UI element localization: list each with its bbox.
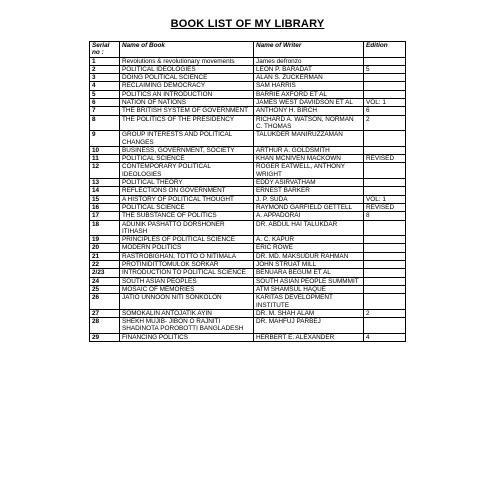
serial-cell: 6 [90, 99, 120, 107]
book-name-cell: POLITICAL SCIENCE [120, 155, 254, 163]
book-name-cell: FINANCING POLITICS [120, 333, 254, 341]
writer-cell: DR. MAHFUJ PARBEJ [254, 318, 364, 334]
serial-cell: 7 [90, 107, 120, 115]
serial-cell: 14 [90, 187, 120, 195]
header-book-name: Name of Book [120, 42, 254, 58]
writer-cell: BARRIE AXFORD ET AL [254, 90, 364, 98]
writer-cell: EDDY ASIRVATHAM [254, 179, 364, 187]
edition-cell: REVISED [364, 203, 406, 211]
edition-cell [364, 277, 406, 285]
writer-cell: DR. ABDUL HAI TALUKDAR [254, 220, 364, 236]
edition-cell [364, 146, 406, 154]
table-row [90, 65, 406, 73]
book-table [89, 41, 406, 342]
table-row [90, 179, 406, 187]
table-row [90, 294, 406, 310]
edition-cell [364, 90, 406, 98]
serial-cell: 28 [90, 318, 120, 334]
table-row [90, 220, 406, 236]
book-name-cell: THE SUBSTANCE OF POLITICS [120, 212, 254, 220]
edition-cell [364, 285, 406, 293]
serial-cell: 1 [90, 57, 120, 65]
book-name-cell: RASTROBIGHAN, TOTTO O NITIMALA [120, 252, 254, 260]
book-name-cell: POLITICAL IDEOLOGIES [120, 65, 254, 73]
book-name-cell: NATION OF NATIONS [120, 99, 254, 107]
writer-cell: BENUARA BEGUM ET AL [254, 269, 364, 277]
serial-cell: 5 [90, 90, 120, 98]
table-row [90, 269, 406, 277]
book-name-cell: THE BRITISH SYSTEM OF GOVERNMENT [120, 107, 254, 115]
serial-cell: 25 [90, 285, 120, 293]
edition-cell [364, 131, 406, 147]
edition-cell [364, 74, 406, 82]
table-row [90, 212, 406, 220]
writer-cell: SAM HARRIS [254, 82, 364, 90]
edition-cell: 4 [364, 333, 406, 341]
edition-cell: 2 [364, 115, 406, 131]
table-row [90, 252, 406, 260]
header-serial: Serial no : [90, 42, 120, 58]
book-name-cell: ADUNIK PASHATTO DORSHONER ITIHASH [120, 220, 254, 236]
writer-cell: HERBERT E. ALEXANDER [254, 333, 364, 341]
table-row [90, 195, 406, 203]
writer-cell: James defronzo [254, 57, 364, 65]
serial-cell: 2 [90, 65, 120, 73]
book-name-cell: PRINCIPLES OF POLITICAL SCIENCE [120, 236, 254, 244]
serial-cell: 19 [90, 236, 120, 244]
book-name-cell: MOSAIC OF MEMORIES [120, 285, 254, 293]
writer-cell: KHAN MCNIVEN MACKOWN [254, 155, 364, 163]
edition-cell: 6 [364, 107, 406, 115]
edition-cell [364, 179, 406, 187]
book-name-cell: DOING POLITICAL SCIENCE [120, 74, 254, 82]
table-row [90, 163, 406, 179]
table-row [90, 333, 406, 341]
book-name-cell: Revolutions & revolutionary movements [120, 57, 254, 65]
serial-cell: 8 [90, 115, 120, 131]
writer-cell: RAYMOND GARFIELD GETTELL [254, 203, 364, 211]
book-name-cell: POLITICS AN INTRODUCTION [120, 90, 254, 98]
book-name-cell: REFLECTIONS ON GOVERNMENT [120, 187, 254, 195]
writer-cell: JOHN STRUAT MILL [254, 261, 364, 269]
table-row [90, 203, 406, 211]
edition-cell: REVISED [364, 155, 406, 163]
serial-cell: 22 [90, 261, 120, 269]
writer-cell: RICHARD A. WATSON, NORMAN C. THOMAS [254, 115, 364, 131]
writer-cell: LEON P. BARADAT [254, 65, 364, 73]
table-row [90, 131, 406, 147]
book-name-cell: GROUP INTERESTS AND POLITICAL CHANGES [120, 131, 254, 147]
edition-cell: 8 [364, 212, 406, 220]
serial-cell: 3 [90, 74, 120, 82]
edition-cell: VOL: 1 [364, 195, 406, 203]
table-row [90, 74, 406, 82]
serial-cell: 2/23 [90, 269, 120, 277]
table-row [90, 277, 406, 285]
edition-cell [364, 318, 406, 334]
table-row [90, 146, 406, 154]
edition-cell [364, 82, 406, 90]
book-name-cell: A HISTORY OF POLITICAL THOUGHT [120, 195, 254, 203]
serial-cell: 26 [90, 294, 120, 310]
book-name-cell: JATIO UNNOON NITI SONKOLON [120, 294, 254, 310]
edition-cell: 2 [364, 309, 406, 317]
table-row [90, 318, 406, 334]
serial-cell: 4 [90, 82, 120, 90]
edition-cell [364, 261, 406, 269]
table-row [90, 244, 406, 252]
writer-cell: JAMES WEST DAVIIDSON ET AL [254, 99, 364, 107]
writer-cell: ERNEST BARKER [254, 187, 364, 195]
book-name-cell: POLITICAL SCIENCE [120, 203, 254, 211]
book-name-cell: PROTINIDITTOMULOK SORKAR [120, 261, 254, 269]
header-edition: Edition [364, 42, 406, 58]
table-body [90, 57, 406, 341]
serial-cell: 27 [90, 309, 120, 317]
writer-cell: ANTHONY H. BIRCH [254, 107, 364, 115]
table-row [90, 115, 406, 131]
edition-cell [364, 57, 406, 65]
edition-cell [364, 252, 406, 260]
serial-cell: 12 [90, 163, 120, 179]
book-name-cell: CONTEMPORARY POLITICAL IDEOLOGIES [120, 163, 254, 179]
table-row [90, 309, 406, 317]
edition-cell [364, 244, 406, 252]
book-name-cell: BUSINESS, GOVERNMENT, SOCIETY [120, 146, 254, 154]
writer-cell: ALAN S. ZUCKERMAN [254, 74, 364, 82]
table-row [90, 99, 406, 107]
table-row [90, 187, 406, 195]
serial-cell: 24 [90, 277, 120, 285]
serial-cell: 20 [90, 244, 120, 252]
table-row [90, 236, 406, 244]
writer-cell: ARTHUR A. GOLDSMITH [254, 146, 364, 154]
serial-cell: 9 [90, 131, 120, 147]
edition-cell [364, 220, 406, 236]
serial-cell: 29 [90, 333, 120, 341]
writer-cell: ATM SHAMSUL HAQUE [254, 285, 364, 293]
edition-cell [364, 187, 406, 195]
writer-cell: TALUKDER MANIRUZZAMAN [254, 131, 364, 147]
writer-cell: J. P. SUDA [254, 195, 364, 203]
writer-cell: A. C. KAPUR [254, 236, 364, 244]
serial-cell: 17 [90, 212, 120, 220]
book-name-cell: SHEKH MUJIB- JIBON O RAJNITI SHADINOTA POROBOTTI BANGLADESH [120, 318, 254, 334]
book-name-cell: SOMOKALIN ANTOJATIK AYIN [120, 309, 254, 317]
serial-cell: 16 [90, 203, 120, 211]
writer-cell: DR. MD. MAKSUDUR RAHMAN [254, 252, 364, 260]
book-name-cell: SOUTH ASIAN PEOPLES [120, 277, 254, 285]
edition-cell: 5 [364, 65, 406, 73]
serial-cell: 13 [90, 179, 120, 187]
writer-cell: A. APPADORAI [254, 212, 364, 220]
serial-cell: 15 [90, 195, 120, 203]
writer-cell: KARITAS DEVELOPMENT INSTITUTE [254, 294, 364, 310]
edition-cell [364, 236, 406, 244]
writer-cell: DR. M. SHAH ALAM [254, 309, 364, 317]
serial-cell: 10 [90, 146, 120, 154]
book-name-cell: MODERN POLITICS [120, 244, 254, 252]
table-row [90, 285, 406, 293]
edition-cell [364, 294, 406, 310]
table-row [90, 107, 406, 115]
book-name-cell: THE POLITICS OF THE PRESIDENCY [120, 115, 254, 131]
page-title: BOOK LIST OF MY LIBRARY [170, 18, 325, 30]
book-name-cell: POLITICAL THEORY [120, 179, 254, 187]
book-name-cell: INTRODUCTION TO POLITICAL SCIENCE [120, 269, 254, 277]
table-row [90, 57, 406, 65]
edition-cell [364, 269, 406, 277]
writer-cell: ERIC ROWE [254, 244, 364, 252]
serial-cell: 21 [90, 252, 120, 260]
writer-cell: SOUTH ASIAN PEOPLE SUMMMIT [254, 277, 364, 285]
table-row [90, 90, 406, 98]
table-row [90, 261, 406, 269]
edition-cell [364, 163, 406, 179]
book-name-cell: RECLAIMING DEMOCRACY [120, 82, 254, 90]
table-row [90, 82, 406, 90]
serial-cell: 11 [90, 155, 120, 163]
table-header-row [90, 42, 406, 58]
edition-cell: VOL: 1 [364, 99, 406, 107]
writer-cell: ROGER EATWELL, ANTHONY WRIGHT [254, 163, 364, 179]
serial-cell: 18 [90, 220, 120, 236]
table-row [90, 155, 406, 163]
header-writer: Name of Writer [254, 42, 364, 58]
